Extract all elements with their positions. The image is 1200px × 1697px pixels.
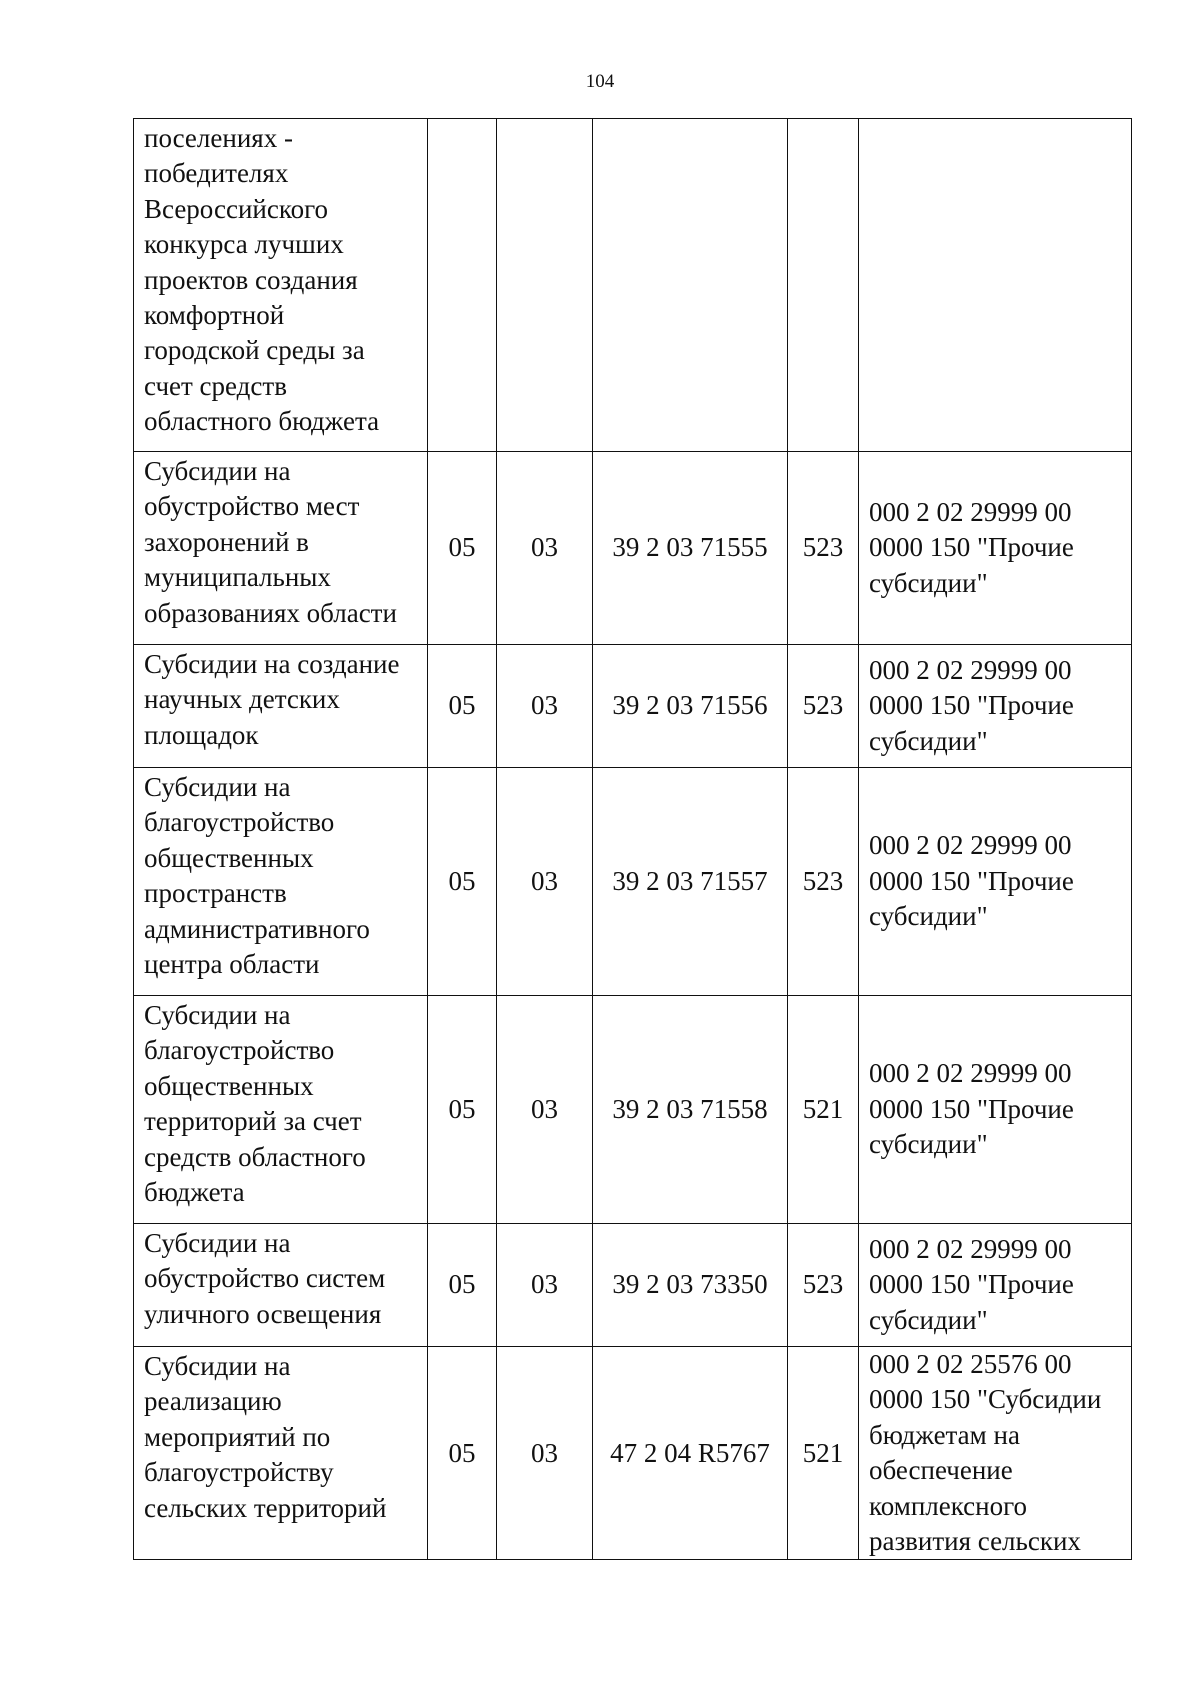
row-name: Субсидии на благоустройство общественных территорий за счет средств областного бюджета	[144, 1000, 366, 1208]
section-cell	[428, 119, 497, 452]
subsection-cell	[497, 645, 593, 768]
table-row	[134, 1224, 1132, 1347]
row-name-cell	[134, 119, 428, 452]
target-article-code: 39 2 03 73350	[612, 1269, 768, 1300]
subsection-cell	[497, 452, 593, 645]
target-article-cell	[593, 119, 788, 452]
row-name: Субсидии на благоустройство общественных пространств административного центра области	[144, 772, 370, 980]
section-code: 05	[448, 690, 476, 721]
row-name-cell	[134, 768, 428, 996]
revenue-source-cell	[859, 452, 1132, 645]
target-article-cell	[593, 1347, 788, 1560]
revenue-source: 000 2 02 29999 00 0000 150 "Прочие субсидии"	[869, 654, 1074, 756]
revenue-source-cell	[859, 1224, 1132, 1347]
target-article-code: 39 2 03 71555	[612, 532, 768, 563]
subsection-code: 03	[531, 532, 558, 563]
table-row	[134, 119, 1132, 452]
table-row	[134, 645, 1132, 768]
table-row	[134, 768, 1132, 996]
section-code: 05	[448, 865, 476, 896]
revenue-source: 000 2 02 29999 00 0000 150 "Прочие субсидии"	[869, 496, 1074, 598]
revenue-source: 000 2 02 29999 00 0000 150 "Прочие субсидии"	[869, 1058, 1074, 1160]
section-cell	[428, 645, 497, 768]
section-cell	[428, 768, 497, 996]
row-name-cell	[134, 645, 428, 768]
subsection-code: 03	[531, 1093, 558, 1124]
row-name-cell	[134, 452, 428, 645]
row-name: поселениях - победителях Всероссийского конкурса лучших проектов создания комфортной городской среды за счет средств областного бюджета	[144, 123, 380, 437]
revenue-source-cell	[859, 996, 1132, 1224]
target-article-code: 47 2 04 R5767	[610, 1437, 770, 1468]
row-name: Субсидии на реализацию мероприятий по благоустройству сельских территорий	[144, 1351, 387, 1523]
section-cell	[428, 996, 497, 1224]
subsection-cell	[497, 1224, 593, 1347]
section-cell	[428, 1347, 497, 1560]
subsection-code: 03	[531, 690, 558, 721]
expense-type-cell	[788, 645, 859, 768]
revenue-source: 000 2 02 25576 00 0000 150 "Субсидии бюджетам на обеспечение комплексного развития сельских	[869, 1349, 1102, 1557]
expense-type-code: 523	[802, 690, 844, 721]
expense-type-cell	[788, 1347, 859, 1560]
subsection-cell	[497, 768, 593, 996]
expense-type-cell	[788, 1224, 859, 1347]
section-code: 05	[448, 1093, 476, 1124]
expense-type-code: 523	[802, 1269, 844, 1300]
expense-type-cell	[788, 119, 859, 452]
table-row	[134, 996, 1132, 1224]
subsection-code: 03	[531, 1437, 558, 1468]
subsection-cell	[497, 1347, 593, 1560]
expense-type-code: 523	[802, 532, 844, 563]
expense-type-code: 523	[802, 865, 844, 896]
table-row	[134, 452, 1132, 645]
budget-table	[133, 118, 1132, 1560]
row-name: Субсидии на обустройство систем уличного освещения	[144, 1228, 386, 1329]
row-name-cell	[134, 1224, 428, 1347]
target-article-cell	[593, 996, 788, 1224]
row-name: Субсидии на создание научных детских площадок	[144, 649, 400, 750]
expense-type-cell	[788, 768, 859, 996]
section-code: 05	[448, 1269, 476, 1300]
target-article-cell	[593, 645, 788, 768]
revenue-source: 000 2 02 29999 00 0000 150 "Прочие субсидии"	[869, 1233, 1074, 1335]
revenue-source-cell	[859, 119, 1132, 452]
expense-type-code: 521	[802, 1093, 844, 1124]
section-code: 05	[448, 1437, 476, 1468]
expense-type-code: 521	[802, 1437, 844, 1468]
target-article-code: 39 2 03 71556	[612, 690, 768, 721]
subsection-code: 03	[531, 865, 558, 896]
section-cell	[428, 452, 497, 645]
subsection-cell	[497, 996, 593, 1224]
row-name-cell	[134, 1347, 428, 1560]
target-article-cell	[593, 452, 788, 645]
table-row	[134, 1347, 1132, 1560]
revenue-source-cell	[859, 1347, 1132, 1560]
page-number: 104	[585, 71, 615, 92]
target-article-cell	[593, 768, 788, 996]
target-article-cell	[593, 1224, 788, 1347]
target-article-code: 39 2 03 71558	[612, 1093, 768, 1124]
revenue-source: 000 2 02 29999 00 0000 150 "Прочие субсидии"	[869, 830, 1074, 932]
section-cell	[428, 1224, 497, 1347]
expense-type-cell	[788, 452, 859, 645]
expense-type-cell	[788, 996, 859, 1224]
revenue-source-cell	[859, 768, 1132, 996]
subsection-code: 03	[531, 1269, 558, 1300]
row-name: Субсидии на обустройство мест захоронений в муниципальных образованиях области	[144, 456, 397, 628]
section-code: 05	[448, 532, 476, 563]
row-name-cell	[134, 996, 428, 1224]
revenue-source-cell	[859, 645, 1132, 768]
target-article-code: 39 2 03 71557	[612, 865, 768, 896]
subsection-cell	[497, 119, 593, 452]
